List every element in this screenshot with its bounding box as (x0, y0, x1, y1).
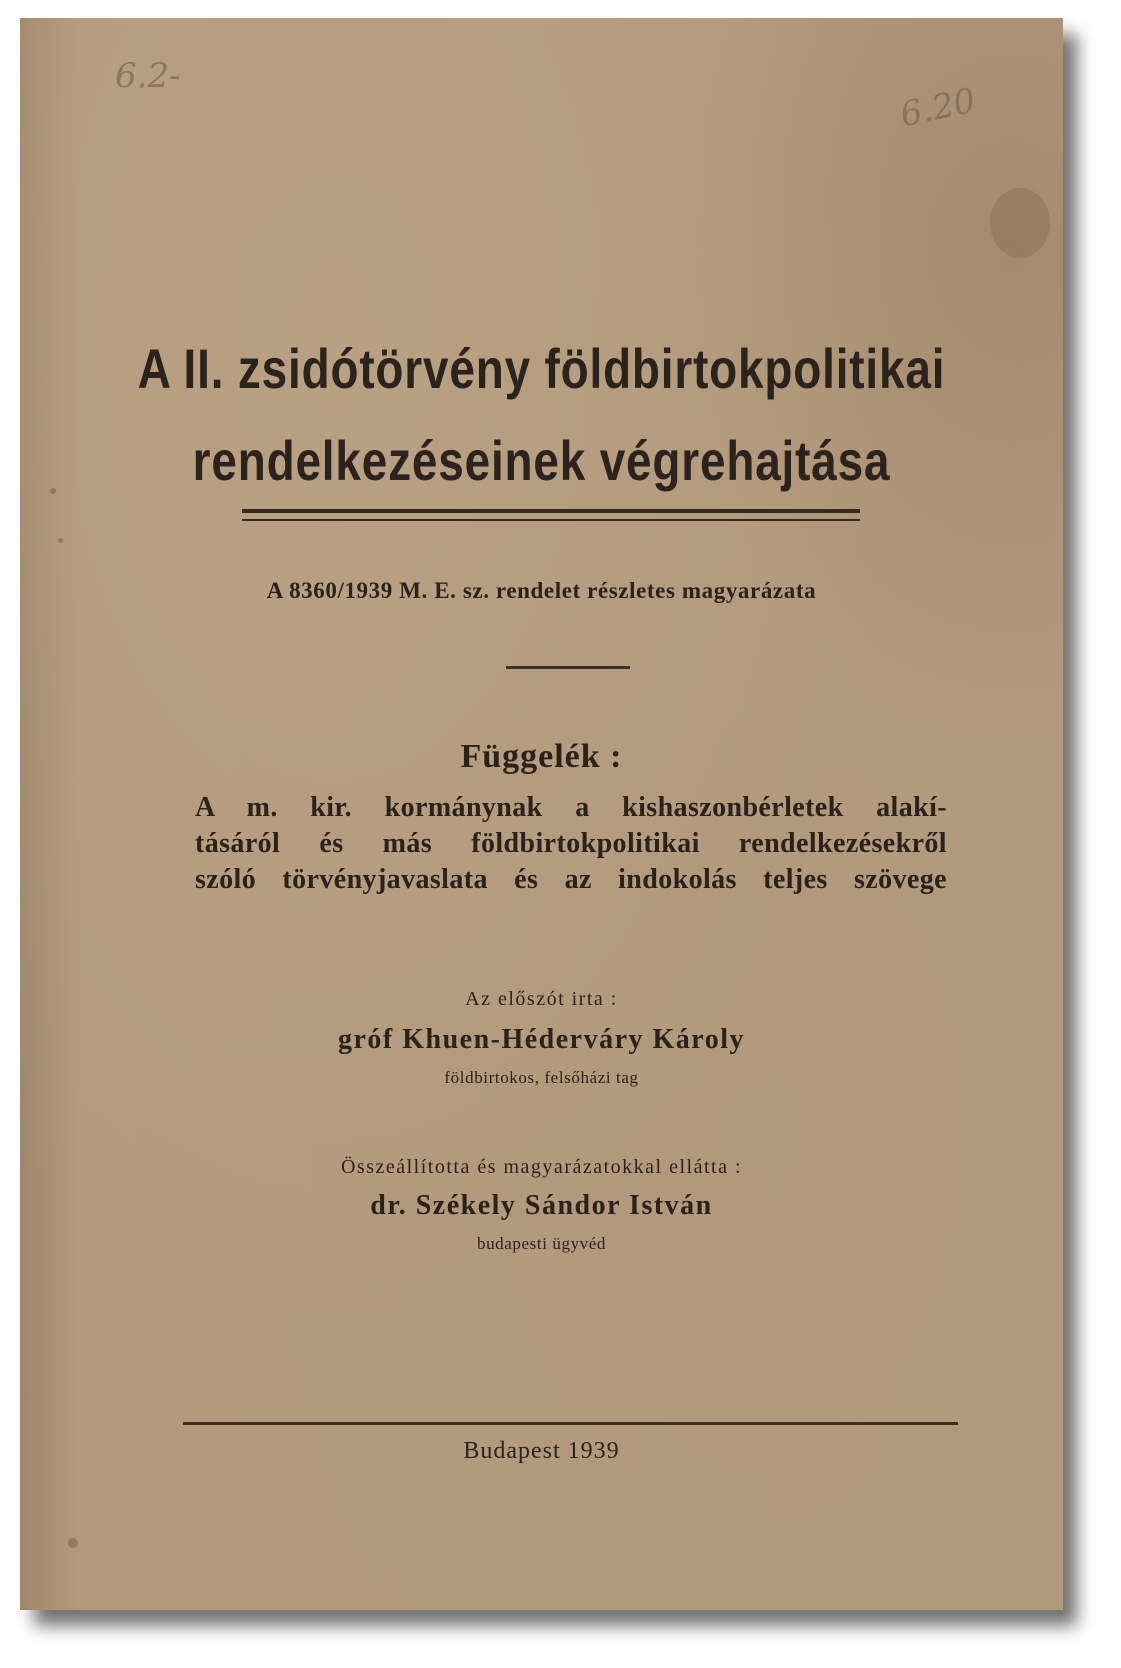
title-line-1: A II. zsidótörvény földbirtokpolitikai (137, 337, 946, 400)
foreword-author: gróf Khuen-Héderváry Károly (337, 1024, 746, 1055)
compiled-label: Összeállította és magyarázatokkal ellátta : (340, 1156, 743, 1178)
title-underline (242, 509, 860, 521)
divider-bottom (183, 1422, 958, 1425)
foreword-author-role: földbirtokos, felsőházi tag (444, 1068, 639, 1087)
title-line-2: rendelkezéseinek végrehajtása (192, 429, 891, 492)
stain-spot (990, 188, 1050, 258)
book-cover (20, 18, 1063, 1610)
subtitle: A 8360/1939 M. E. sz. rendelet részletes magyarázata (266, 578, 817, 603)
stain-spot (58, 538, 63, 543)
handwritten-note-left: 6.2- (115, 56, 181, 96)
foreword-label: Az előszót irta : (465, 988, 618, 1010)
appendix-heading: Függelék : (460, 738, 623, 775)
divider-short (506, 666, 630, 669)
handwritten-note-right: 6.20 (896, 80, 980, 136)
stain-spot (50, 488, 56, 494)
appendix-line: A m. kir. kormánynak a kishaszonbérletek alakí- (195, 792, 947, 823)
appendix-line: tásáról és más földbirtokpolitikai rendelkezésekről (195, 828, 947, 859)
compiled-author-role: budapesti ügyvéd (476, 1234, 607, 1253)
compiled-author: dr. Székely Sándor István (370, 1190, 713, 1221)
stain-spot (68, 1538, 78, 1548)
imprint: Budapest 1939 (463, 1438, 620, 1464)
appendix-line: szóló törvényjavaslata és az indokolás teljes szövege (195, 864, 947, 895)
appendix-description (195, 790, 947, 898)
